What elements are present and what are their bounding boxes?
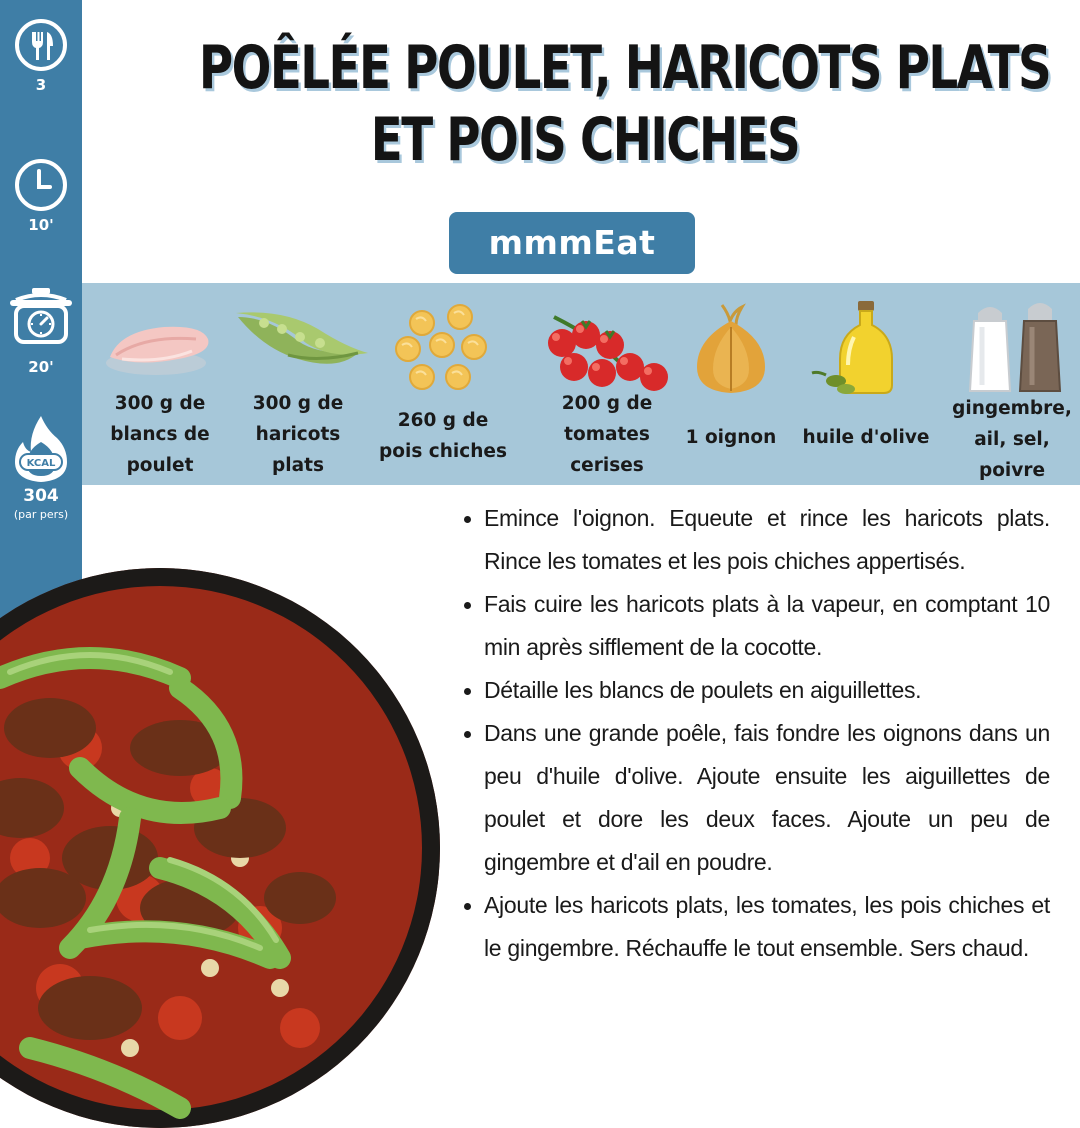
ingredient-cherry-tomatoes [534, 283, 680, 485]
ingredient-label: gingembre, ail, sel, poivre [952, 398, 1072, 481]
calories-value: 304 [23, 486, 59, 506]
kcal-flame-icon [11, 412, 71, 484]
ingredient-label: 260 g de pois chiches [379, 410, 507, 462]
dish-photo [0, 568, 440, 1128]
ingredient-label: huile d'olive [802, 427, 930, 448]
clock-icon [14, 158, 68, 212]
ingredient-spices [944, 283, 1080, 485]
chickpeas-icon [370, 297, 516, 397]
salt-pepper-icon [944, 297, 1080, 397]
ingredient-snow-peas [228, 283, 368, 485]
title-line-2: ET POIS CHICHES [370, 105, 800, 175]
brand-logo: mmmEat [449, 212, 695, 274]
servings-value: 3 [35, 76, 47, 94]
snow-peas-icon [228, 297, 368, 387]
recipe-steps [462, 497, 1050, 970]
pressure-cooker-icon [8, 286, 74, 348]
title-line-1: POÊLÉE POULET, HARICOTS PLATS [198, 33, 1051, 103]
step-item: Ajoute les haricots plats, les tomates, les pois chiches et le gingembre. Réchauffe le tout ensemble. Sers chaud. [462, 884, 1050, 970]
ingredient-olive-oil [796, 283, 936, 485]
ingredient-onion [678, 283, 784, 485]
cook-time-block [0, 286, 82, 376]
olive-oil-icon [796, 297, 936, 397]
calories-unit: (par pers) [13, 508, 69, 521]
ingredient-chicken [92, 283, 228, 485]
chicken-breast-icon [92, 297, 228, 387]
onion-icon [678, 297, 784, 397]
prep-time-block [0, 158, 82, 234]
fork-knife-icon [14, 18, 68, 72]
step-item: Emince l'oignon. Equeute et rince les haricots plats. Rince les tomates et les pois chiches appertisés. [462, 497, 1050, 583]
cherry-tomatoes-icon [534, 297, 680, 397]
step-item: Fais cuire les haricots plats à la vapeur, en comptant 10 min après sifflement de la cocotte. [462, 583, 1050, 669]
step-item: Détaille les blancs de poulets en aiguillettes. [462, 669, 1050, 712]
cook-time-value: 20' [28, 358, 54, 376]
dish-illustration [0, 568, 440, 1128]
ingredient-label: 200 g de tomates cerises [561, 393, 653, 476]
ingredient-chickpeas [370, 283, 516, 485]
step-item: Dans une grande poêle, fais fondre les oignons dans un peu d'huile d'olive. Ajoute ensuite les aiguillettes de poulet et dore les deux faces. Ajoute un peu de gingembre et d'ail en poudre. [462, 712, 1050, 884]
ingredient-label: 300 g de blancs de poulet [110, 393, 210, 476]
ingredients-band [82, 283, 1080, 485]
page-title [198, 32, 1051, 176]
servings-block [0, 18, 82, 94]
ingredient-label: 1 oignon [685, 427, 777, 448]
calories-block [0, 412, 82, 521]
kcal-badge: KCAL [26, 458, 56, 469]
ingredient-label: 300 g de haricots plats [252, 393, 344, 476]
prep-time-value: 10' [28, 216, 54, 234]
info-sidebar [0, 0, 82, 640]
